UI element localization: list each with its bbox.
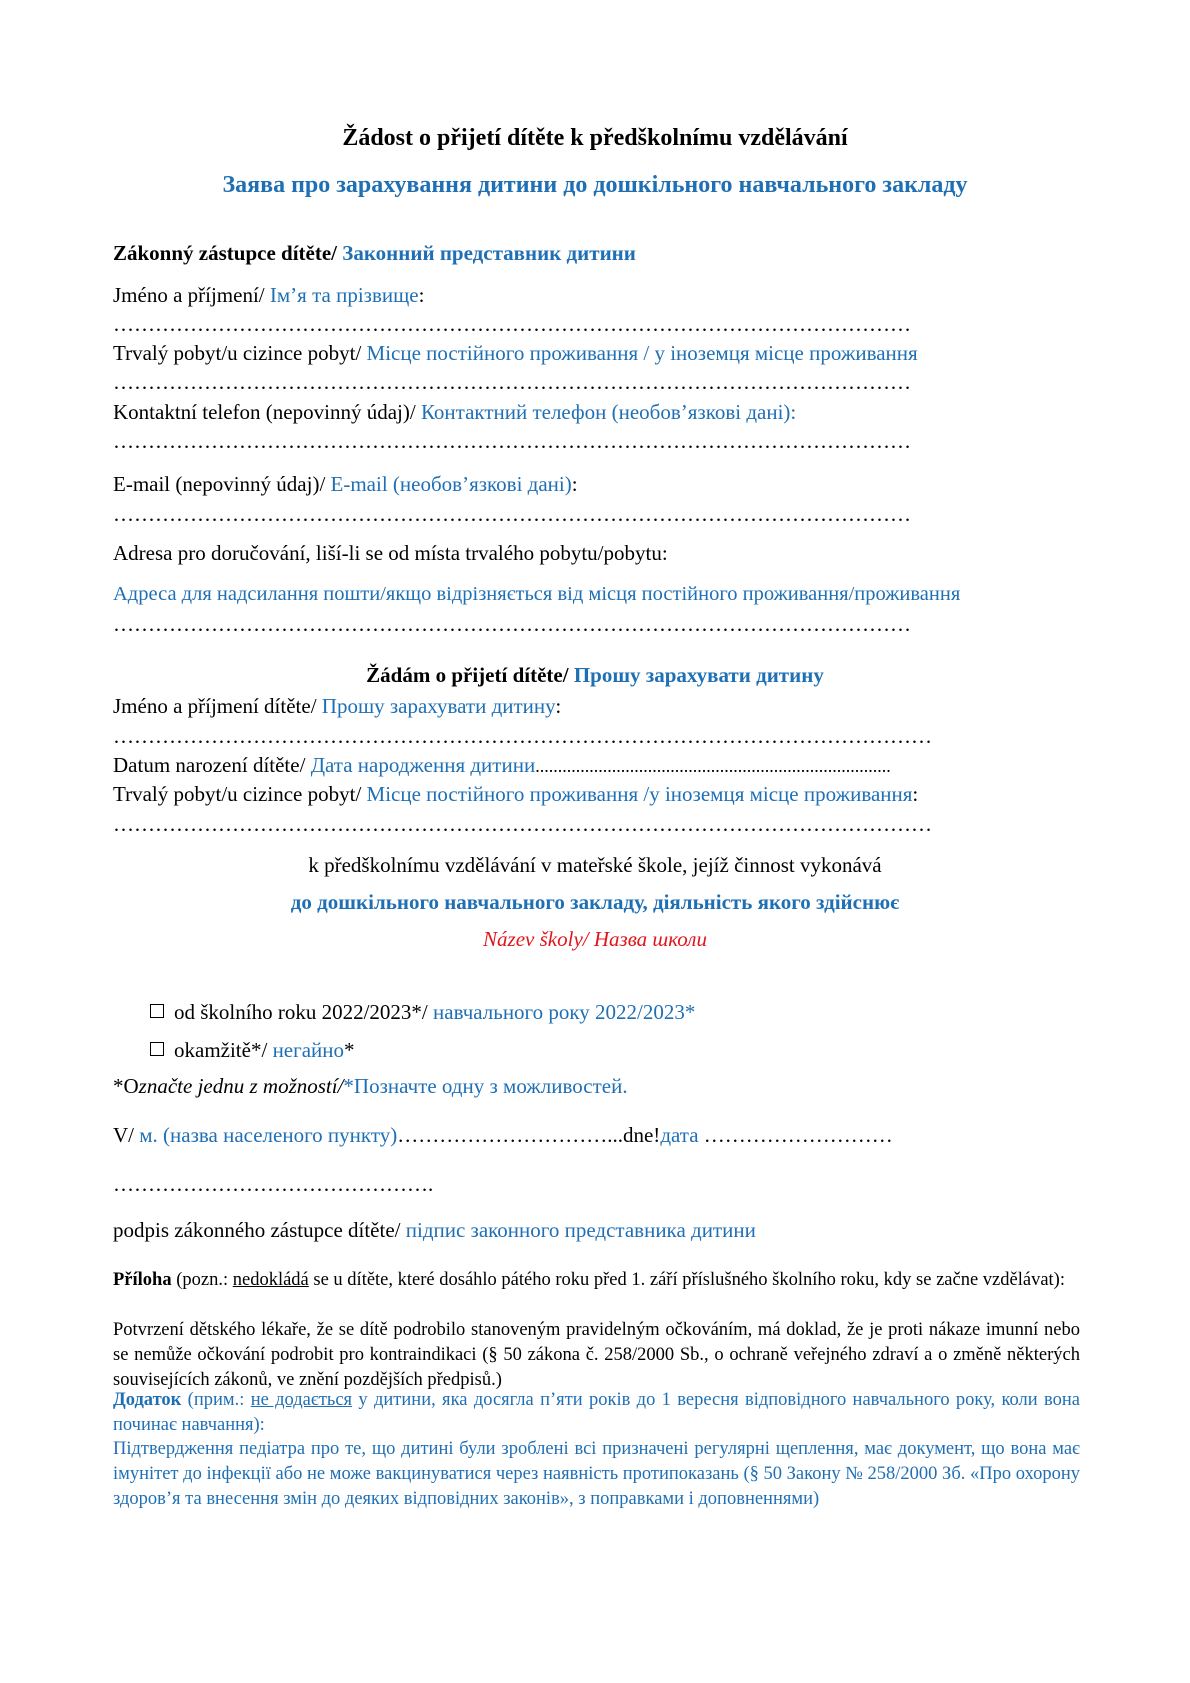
child-address-uk: Місце постійного проживання /у іноземця місце проживання — [366, 782, 913, 806]
child-name-cs: Jméno a příjmení dítěte/ — [113, 694, 322, 718]
attachment-body-cs: Potvrzení dětského lékaře, že se dítě podrobilo stanoveným pravidelným očkováním, má doklad, že je proti nákaze imunní nebo se nemůže očkování podrobit pro kontraindikaci (§ 50 zákona č. 258/2000 Sb., o ochraně veřejného zdraví a o změně některých souvisejících zákonů, ve znění pozdějších předpisů.) — [113, 1320, 1080, 1390]
attachment-note-uk-b: у дитини, яка досягла п’яти років до 1 вересня відповідного навчального року, коли вона починає навчання): — [113, 1390, 1080, 1435]
child-heading-uk: Прошу зарахувати дитину — [573, 663, 824, 687]
child-address-field[interactable]: ……………………………………………………………………………………………………… — [113, 812, 932, 836]
child-dob-field[interactable]: ............................................................................... — [535, 756, 891, 776]
date-label-uk: дата — [660, 1123, 699, 1147]
rep-delivery-label-uk: Адреса для надсилання пошти/якщо відрізняється від місця постійного проживання/проживання — [113, 583, 961, 605]
rep-email-label — [113, 472, 578, 497]
signature-label-cs: podpis zákonného zástupce dítěte/ — [113, 1218, 406, 1242]
option-immediately-uk: негайно — [272, 1038, 345, 1062]
option-school-year-cs: od školního roku 2022/2023*/ — [174, 1000, 434, 1024]
school-name: Název školy/ Назва школи — [483, 927, 707, 951]
title-czech: Žádost o přijetí dítěte k předškolnímu vzdělávání — [342, 125, 848, 151]
rep-delivery-field[interactable]: …………………………………………………………………………………………………… — [113, 612, 911, 636]
attachment-note-cs-underlined: nedokládá — [232, 1270, 309, 1290]
signature-label — [113, 1218, 756, 1243]
rep-delivery-label-cs: Adresa pro doručování, liší-li se od místa trvalého pobytu/pobytu: — [113, 541, 668, 565]
attachment-heading-cs: Příloha — [113, 1270, 172, 1290]
representative-heading-cs: Zákonný zástupce dítěte/ — [113, 241, 343, 265]
attachment-note-cs-a: (pozn.: — [171, 1270, 233, 1290]
place-field[interactable]: …………………………... — [397, 1123, 623, 1147]
child-address-colon: : — [912, 782, 919, 806]
rep-name-uk: Ім’я та прізвище — [269, 283, 419, 307]
rep-name-colon: : — [418, 283, 425, 307]
child-name-uk: Прошу зарахувати дитину — [321, 694, 556, 718]
representative-heading-uk: Законний представник дитини — [342, 241, 636, 265]
option-school-year-uk: навчального року 2022/2023* — [433, 1000, 696, 1024]
attachment-body-uk: Підтвердження педіатра про те, що дитині були зроблені всі призначені регулярні щеплення, має документ, що вона має імунітет до інфекції або не може вакцинуватися через наявність протипоказань (§ 50 Закону № 258/2000 Зб. «Про охорону здоров’я та внесення змін до деяких відповідних законів», з поправками і доповненнями) — [113, 1439, 1080, 1509]
option-immediately-cs: okamžitě*/ — [174, 1038, 273, 1062]
checkbox-immediately[interactable] — [150, 1042, 164, 1056]
rep-email-uk: E-mail (необов’язкові дані) — [330, 472, 572, 496]
school-line-uk: до дошкільного навчального закладу, діяльність якого здійснює — [290, 890, 900, 914]
place-label-uk: м. (назва населеного пункту) — [139, 1123, 398, 1147]
rep-email-field[interactable]: …………………………………………………………………………………………………… — [113, 502, 911, 526]
child-dob-uk: Дата народження дитини — [310, 753, 536, 777]
place-prefix: V/ — [113, 1123, 140, 1147]
signature-field[interactable]: ………………………………………. — [113, 1172, 434, 1196]
attachment-note-uk — [113, 1388, 1080, 1438]
option-immediately[interactable] — [150, 1038, 355, 1063]
checkbox-school-year[interactable] — [150, 1004, 164, 1018]
child-name-label — [113, 694, 561, 719]
options-note — [113, 1074, 628, 1099]
option-immediately-asterisk: * — [344, 1038, 355, 1062]
attachment-note-uk-underlined: не додається — [250, 1390, 353, 1410]
options-note-prefix: *O — [113, 1074, 139, 1098]
options-note-uk: *Позначте одну з можливостей. — [343, 1074, 628, 1098]
title-ukrainian: Заява про зарахування дитини до дошкільного навчального закладу — [222, 172, 968, 198]
child-dob-cs: Datum narození dítěte/ — [113, 753, 311, 777]
attachment-note-cs-b: se u dítěte, které dosáhlo pátého roku před 1. září příslušného školního roku, kdy se začne vzdělávat): — [308, 1270, 1065, 1290]
child-name-field[interactable]: ……………………………………………………………………………………………………… — [113, 724, 932, 748]
rep-address-uk: Місце постійного проживання / у іноземця місце проживання — [366, 341, 918, 365]
rep-phone-uk: Контактний телефон (необов’язкові дані): — [420, 400, 797, 424]
attachment-heading-uk: Додаток — [113, 1390, 182, 1410]
child-heading-cs: Žádám o přijetí dítěte/ — [366, 663, 574, 687]
rep-email-cs: E-mail (nepovinný údaj)/ — [113, 472, 331, 496]
rep-phone-label — [113, 400, 796, 425]
rep-address-field[interactable]: …………………………………………………………………………………………………… — [113, 370, 911, 394]
rep-name-cs: Jméno a příjmení/ — [113, 283, 270, 307]
child-dob-label — [113, 753, 891, 778]
child-address-label — [113, 782, 918, 807]
rep-phone-cs: Kontaktní telefon (nepovinný údaj)/ — [113, 400, 421, 424]
rep-email-colon: : — [571, 472, 578, 496]
attachment-note-uk-a: (прим.: — [181, 1390, 251, 1410]
date-field[interactable]: ……………………… — [698, 1123, 893, 1147]
child-address-cs: Trvalý pobyt/u cizince pobyt/ — [113, 782, 367, 806]
date-label-cs: dne! — [622, 1123, 661, 1147]
place-date-line — [113, 1123, 893, 1148]
child-heading — [0, 663, 1190, 688]
rep-name-label — [113, 283, 424, 308]
school-line-cs: k předškolnímu vzdělávání v mateřské škole, jejíž činnost vykonává — [308, 853, 882, 877]
signature-label-uk: підпис законного представника дитини — [405, 1218, 756, 1242]
attachment-note-cs — [113, 1268, 1080, 1293]
rep-address-label — [113, 341, 918, 366]
options-note-cs: značte jednu z možností/ — [138, 1074, 344, 1098]
rep-name-field[interactable]: …………………………………………………………………………………………………… — [113, 312, 911, 336]
rep-phone-field[interactable]: …………………………………………………………………………………………………… — [113, 429, 911, 453]
child-name-colon: : — [555, 694, 562, 718]
representative-heading — [113, 241, 636, 266]
option-school-year[interactable] — [150, 1000, 695, 1025]
rep-address-cs: Trvalý pobyt/u cizince pobyt/ — [113, 341, 367, 365]
